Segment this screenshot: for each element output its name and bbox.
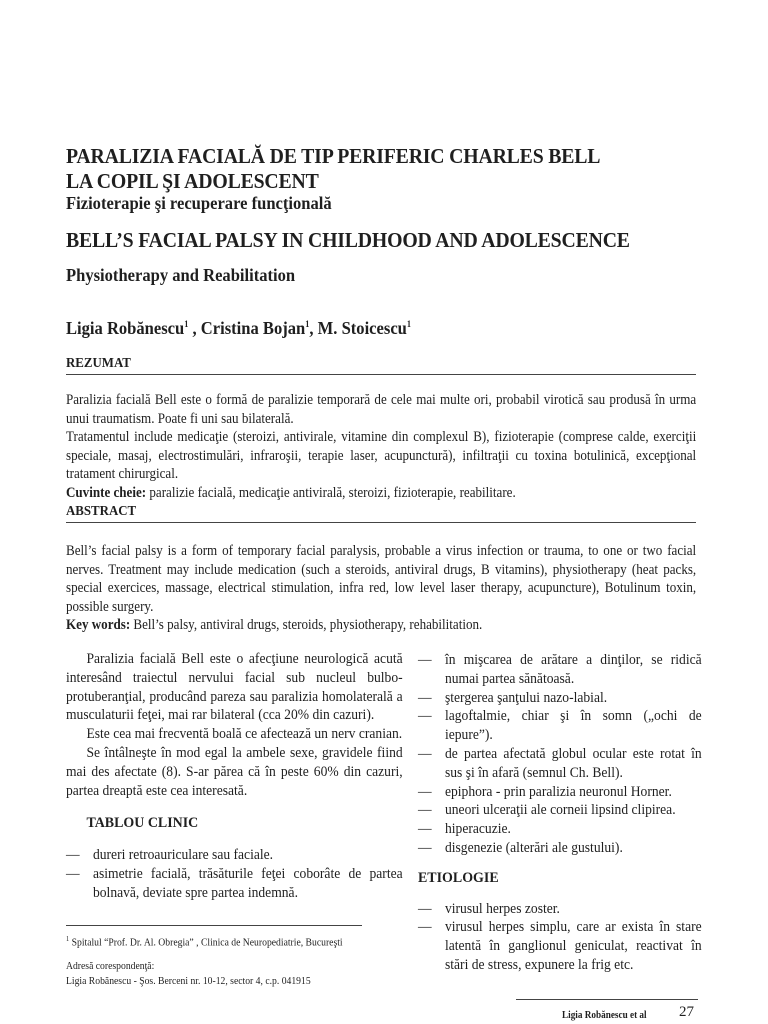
author-name: M. Stoicescu xyxy=(317,318,407,338)
right-column xyxy=(418,651,702,975)
affiliation-footnote xyxy=(66,932,343,951)
list-item: — disgenezie (alterări ale gustului). xyxy=(418,839,623,856)
abstract-heading: ABSTRACT xyxy=(66,504,137,519)
correspondence-text: Ligia Robănescu - Şos. Berceni nr. 10-12, sector 4, c.p. 041915 xyxy=(66,975,311,987)
tablou-clinic-heading: TABLOU CLINIC xyxy=(86,815,199,832)
rezumat-paragraph: Paralizia facială Bell este o formă de paralizie temporară de cele mai multe ori, probabil virotică sau produsă în urma unui traumatism. Poate fi uni sau bilaterală. xyxy=(66,392,697,427)
list-item: — în mişcarea de arătare a dinţilor, se ridică numai partea sănătoasă. xyxy=(418,652,702,687)
subtitle-romanian: Fizioterapie şi recuperare funcţională xyxy=(66,193,332,213)
list-item: — asimetrie facială, trăsăturile feţei coborâte de partea bolnavă, deviate spre partea indemnă. xyxy=(66,865,403,901)
abstract-body xyxy=(66,542,696,635)
body-paragraph: Este cea mai frecventă boală ce afectează un nerv cranian. xyxy=(86,726,403,743)
dash-marker: — xyxy=(418,802,432,819)
footnote-divider xyxy=(66,925,362,926)
list-item: — de partea afectată globul ocular este rotat în sus şi în afară (semnul Ch. Bell). xyxy=(418,745,702,781)
running-head: Ligia Robănescu et al xyxy=(562,1010,647,1021)
keywords-text: Bell’s palsy, antiviral drugs, steroids, physiotherapy, rehabilitation. xyxy=(130,617,483,633)
page-number: 27 xyxy=(679,1004,694,1020)
title-romanian-line1: PARALIZIA FACIALĂ DE TIP PERIFERIC CHARLES BELL xyxy=(66,144,601,168)
body-paragraph: Se întâlneşte în mod egal la ambele sexe, gravidele fiind mai des afectate (8). S-ar părea că în peste 60% din cazuri, partea dreaptă este cea interesată. xyxy=(66,744,403,799)
subtitle-english: Physiotherapy and Reabilitation xyxy=(66,265,296,285)
keywords-label: Key words: xyxy=(66,617,131,633)
list-item: — uneori ulceraţii ale corneii lipsind clipirea. xyxy=(418,802,676,819)
author-name: Cristina Bojan xyxy=(200,318,306,338)
dash-marker: — xyxy=(66,847,80,864)
etiology-list xyxy=(418,900,702,975)
list-item: — virusul herpes zoster. xyxy=(418,900,560,917)
correspondence-label: Adresă corespondenţă: xyxy=(66,961,155,972)
dash-marker: — xyxy=(418,708,432,725)
list-item: — virusul herpes simplu, care ar exista în stare latentă în ganglionul geniculat, reactivat în stări de stress, expunere la frig etc. xyxy=(418,919,702,973)
dash-marker: — xyxy=(418,745,432,762)
rezumat-heading: REZUMAT xyxy=(66,356,131,371)
dash-marker: — xyxy=(418,652,432,668)
abstract-divider xyxy=(66,522,696,523)
rezumat-body xyxy=(66,391,696,502)
keywords-text: paralizie facială, medicaţie antivirală, steroizi, fizioterapie, reabilitare. xyxy=(146,484,516,501)
author-separator: , xyxy=(309,318,318,338)
abstract-paragraph: Bell’s facial palsy is a form of temporary facial paralysis, probable a virus infection or trauma, to one or two facial nerves. Treatment may include medication (such a steroids, antiviral drugs, B vitamins), physiotherapy (heat packs, special exercices, massage, electrical stimulation, infra red, low level laser therapy, acupuncture), Botulinum toxin, possible surgery. xyxy=(66,543,697,615)
body-paragraph: Paralizia facială Bell este o afecţiune neurologică acută interesând traiectul nervului facial sub nucleul bulbo-protuberanţial, producând pareza sau paralizia homolaterală a musculaturii feţei, mai rar bilateral (cca 20% din cazuri). xyxy=(66,651,403,724)
keywords-label: Cuvinte cheie: xyxy=(66,484,147,501)
affiliation-marker: 1 xyxy=(305,319,310,329)
affiliation-marker: 1 xyxy=(406,319,412,329)
clinical-list xyxy=(66,846,403,902)
dash-marker: — xyxy=(418,839,432,856)
dash-marker: — xyxy=(418,821,432,838)
list-item: — ştergerea şanţului nazo-labial. xyxy=(418,689,608,706)
list-item: — dureri retroauriculare sau faciale. xyxy=(66,847,274,864)
list-item: — epiphora - prin paralizia neuronul Horner. xyxy=(418,783,672,800)
abstract-keywords xyxy=(66,616,696,635)
clinical-list-continued xyxy=(418,651,702,858)
left-column xyxy=(66,650,403,903)
author-name: Ligia Robănescu xyxy=(66,318,185,338)
etiologie-heading: ETIOLOGIE xyxy=(418,869,499,886)
title-english: BELL’S FACIAL PALSY IN CHILDHOOD AND ADOLESCENCE xyxy=(66,228,630,252)
list-item: — hiperacuzie. xyxy=(418,821,511,838)
author-separator: , xyxy=(188,318,201,338)
title-romanian-line2: LA COPIL ŞI ADOLESCENT xyxy=(66,169,319,193)
correspondence-address xyxy=(66,960,311,989)
rezumat-keywords xyxy=(66,484,696,503)
rezumat-divider xyxy=(66,374,696,375)
list-item: — lagoftalmie, chiar şi în somn („ochi de iepure”). xyxy=(418,708,702,744)
author-list xyxy=(66,318,411,339)
footnote-text: Spitalul “Prof. Dr. Al. Obregia” , Clinica de Neuropediatrie, Bucureşti xyxy=(69,937,343,949)
dash-marker: — xyxy=(66,865,80,882)
dash-marker: — xyxy=(418,689,432,706)
dash-marker: — xyxy=(418,919,432,936)
affiliation-marker: 1 xyxy=(184,319,189,329)
dash-marker: — xyxy=(418,783,432,800)
footer-divider xyxy=(516,999,698,1000)
title-romanian xyxy=(66,144,655,194)
footnote-marker: 1 xyxy=(66,935,70,943)
rezumat-paragraph: Tratamentul include medicaţie (steroizi, antivirale, vitamine din complexul B), fizioterapie (comprese calde, exerciţii speciale, masaj, electrostimulări, infraroşii, terapie laser, acupunctură), infiltraţii cu toxina botulinică, excepţional tratament chirurgical. xyxy=(66,429,697,482)
dash-marker: — xyxy=(418,900,432,917)
